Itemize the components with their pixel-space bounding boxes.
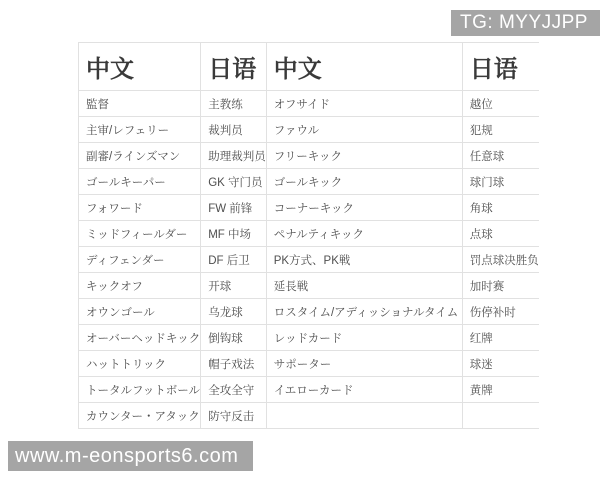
table-cell: 監督 [79,91,201,117]
table-cell: フォワード [79,195,201,221]
telegram-badge-label: TG: MYYJJPP [460,12,588,33]
translation-table [78,42,539,429]
table-header-row [79,43,539,91]
table-cell: 任意球 [462,143,539,169]
table-row [79,273,539,299]
table-cell: 点球 [462,221,539,247]
table-cell: 伤停补时 [462,299,539,325]
table-cell: ロスタイム/アディッショナルタイム [266,299,462,325]
table-cell: 角球 [462,195,539,221]
table-cell: 球迷 [462,351,539,377]
table-cell: ペナルティキック [266,221,462,247]
table-cell: 主教练 [201,91,267,117]
table-cell: オーバーヘッドキック [79,325,201,351]
table-cell: 越位 [462,91,539,117]
table-cell: オフサイド [266,91,462,117]
table-cell: 犯规 [462,117,539,143]
table-cell: ゴールキック [266,169,462,195]
table-cell: サポーター [266,351,462,377]
table-row [79,247,539,273]
table-cell [462,403,539,429]
table-cell: 裁判员 [201,117,267,143]
table-cell: 全攻全守 [201,377,267,403]
table-cell: ハットトリック [79,351,201,377]
col-header-cn-left: 中文 [79,43,201,91]
table-row [79,325,539,351]
col-header-jp-left: 日语 [201,43,267,91]
table-cell: フリーキック [266,143,462,169]
table-cell: オウンゴール [79,299,201,325]
table-cell: GK 守门员 [201,169,267,195]
table-cell: イエローカード [266,377,462,403]
table-cell: ファウル [266,117,462,143]
table-row [79,169,539,195]
table-cell: 加时赛 [462,273,539,299]
table-cell: DF 后卫 [201,247,267,273]
table-cell: 球门球 [462,169,539,195]
table-row [79,221,539,247]
table-cell: 助理裁判员 [201,143,267,169]
table-row [79,195,539,221]
telegram-badge [451,10,600,36]
table-cell: カウンター・アタック [79,403,201,429]
col-header-jp-right: 日语 [462,43,539,91]
table-cell: 延長戦 [266,273,462,299]
table-cell: ゴールキーパー [79,169,201,195]
table-cell: 副審/ラインズマン [79,143,201,169]
table-cell: 开球 [201,273,267,299]
table-row [79,143,539,169]
table-cell: 主审/レフェリー [79,117,201,143]
table-row [79,117,539,143]
table-cell: PK方式、PK戦 [266,247,462,273]
table-cell: キックオフ [79,273,201,299]
table-cell: 防守反击 [201,403,267,429]
table-cell: 黄牌 [462,377,539,403]
table-row [79,299,539,325]
table-cell: MF 中场 [201,221,267,247]
table-cell: 乌龙球 [201,299,267,325]
table-cell: トータルフットボール [79,377,201,403]
table-cell: ミッドフィールダー [79,221,201,247]
col-header-cn-right: 中文 [266,43,462,91]
table-cell: 红牌 [462,325,539,351]
table-cell: 帽子戏法 [201,351,267,377]
table-cell: コーナーキック [266,195,462,221]
table-cell: 倒钩球 [201,325,267,351]
table-row [79,351,539,377]
website-watermark-label: www.m-eonsports6.com [15,445,239,467]
table-cell [266,403,462,429]
website-watermark [8,441,253,471]
table-row [79,377,539,403]
table-row [79,403,539,429]
table-cell: レッドカード [266,325,462,351]
table-row [79,91,539,117]
table-cell: FW 前锋 [201,195,267,221]
table-cell: ディフェンダー [79,247,201,273]
table-cell: 罚点球决胜负 [462,247,539,273]
